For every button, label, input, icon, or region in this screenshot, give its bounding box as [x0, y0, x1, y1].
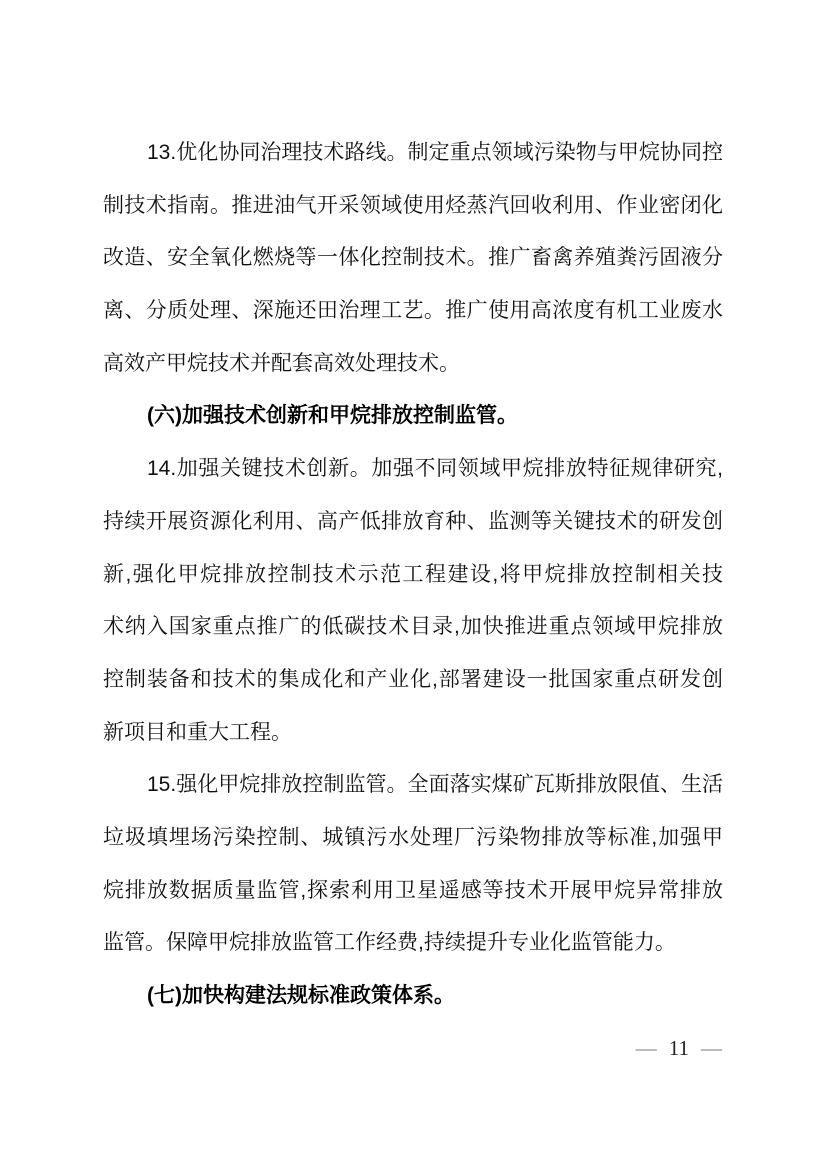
text-line: 控制装备和技术的集成化和产业化,部署建设一批国家重点研发创: [103, 667, 723, 691]
text-line: 15.强化甲烷排放控制监管。全面落实煤矿瓦斯排放限值、生活: [147, 773, 723, 797]
paragraph-item-13: [103, 127, 723, 390]
paragraph-item-14: [103, 443, 723, 759]
paragraph-item-15: [103, 759, 723, 970]
text-line: 新,强化甲烷排放控制技术示范工程建设,将甲烷排放控制相关技: [103, 562, 723, 586]
text-line: 制技术指南。推进油气开采领域使用烃蒸汽回收利用、作业密闭化: [103, 193, 723, 217]
page-number: 11: [668, 1035, 689, 1060]
text-line: 14.加强关键技术创新。加强不同领域甲烷排放特征规律研究,: [147, 457, 723, 481]
section-heading-7: (七)加快构建法规标准政策体系。: [147, 984, 455, 1007]
footer-dash-left: —: [635, 1035, 657, 1060]
text-line: 烷排放数据质量监管,探索利用卫星遥感等技术开展甲烷异常排放: [103, 878, 723, 902]
section-heading-6: (六)加强技术创新和甲烷排放控制监管。: [147, 404, 518, 428]
text-line: 新项目和重大工程。: [103, 720, 292, 744]
text-line: 术纳入国家重点推广的低碳技术目录,加快推进重点领域甲烷排放: [103, 615, 723, 639]
text-line: 监管。保障甲烷排放监管工作经费,持续提升专业化监管能力。: [103, 931, 676, 955]
text-line: 高效产甲烷技术并配套高效处理技术。: [103, 351, 460, 375]
text-line: 持续开展资源化利用、高产低排放育种、监测等关键技术的研发创: [103, 509, 723, 533]
footer-dash-right: —: [701, 1035, 722, 1060]
text-column: [103, 127, 723, 1023]
page-footer: [636, 1032, 722, 1064]
text-line: 垃圾填埋场污染控制、城镇污水处理厂污染物排放等标准,加强甲: [103, 825, 723, 849]
text-line: 13.优化协同治理技术路线。制定重点领域污染物与甲烷协同控: [147, 141, 723, 164]
text-line: 离、分质处理、深施还田治理工艺。推广使用高浓度有机工业废水: [103, 299, 723, 323]
text-line: 改造、安全氧化燃烧等一体化控制技术。推广畜禽养殖粪污固液分: [103, 246, 723, 270]
